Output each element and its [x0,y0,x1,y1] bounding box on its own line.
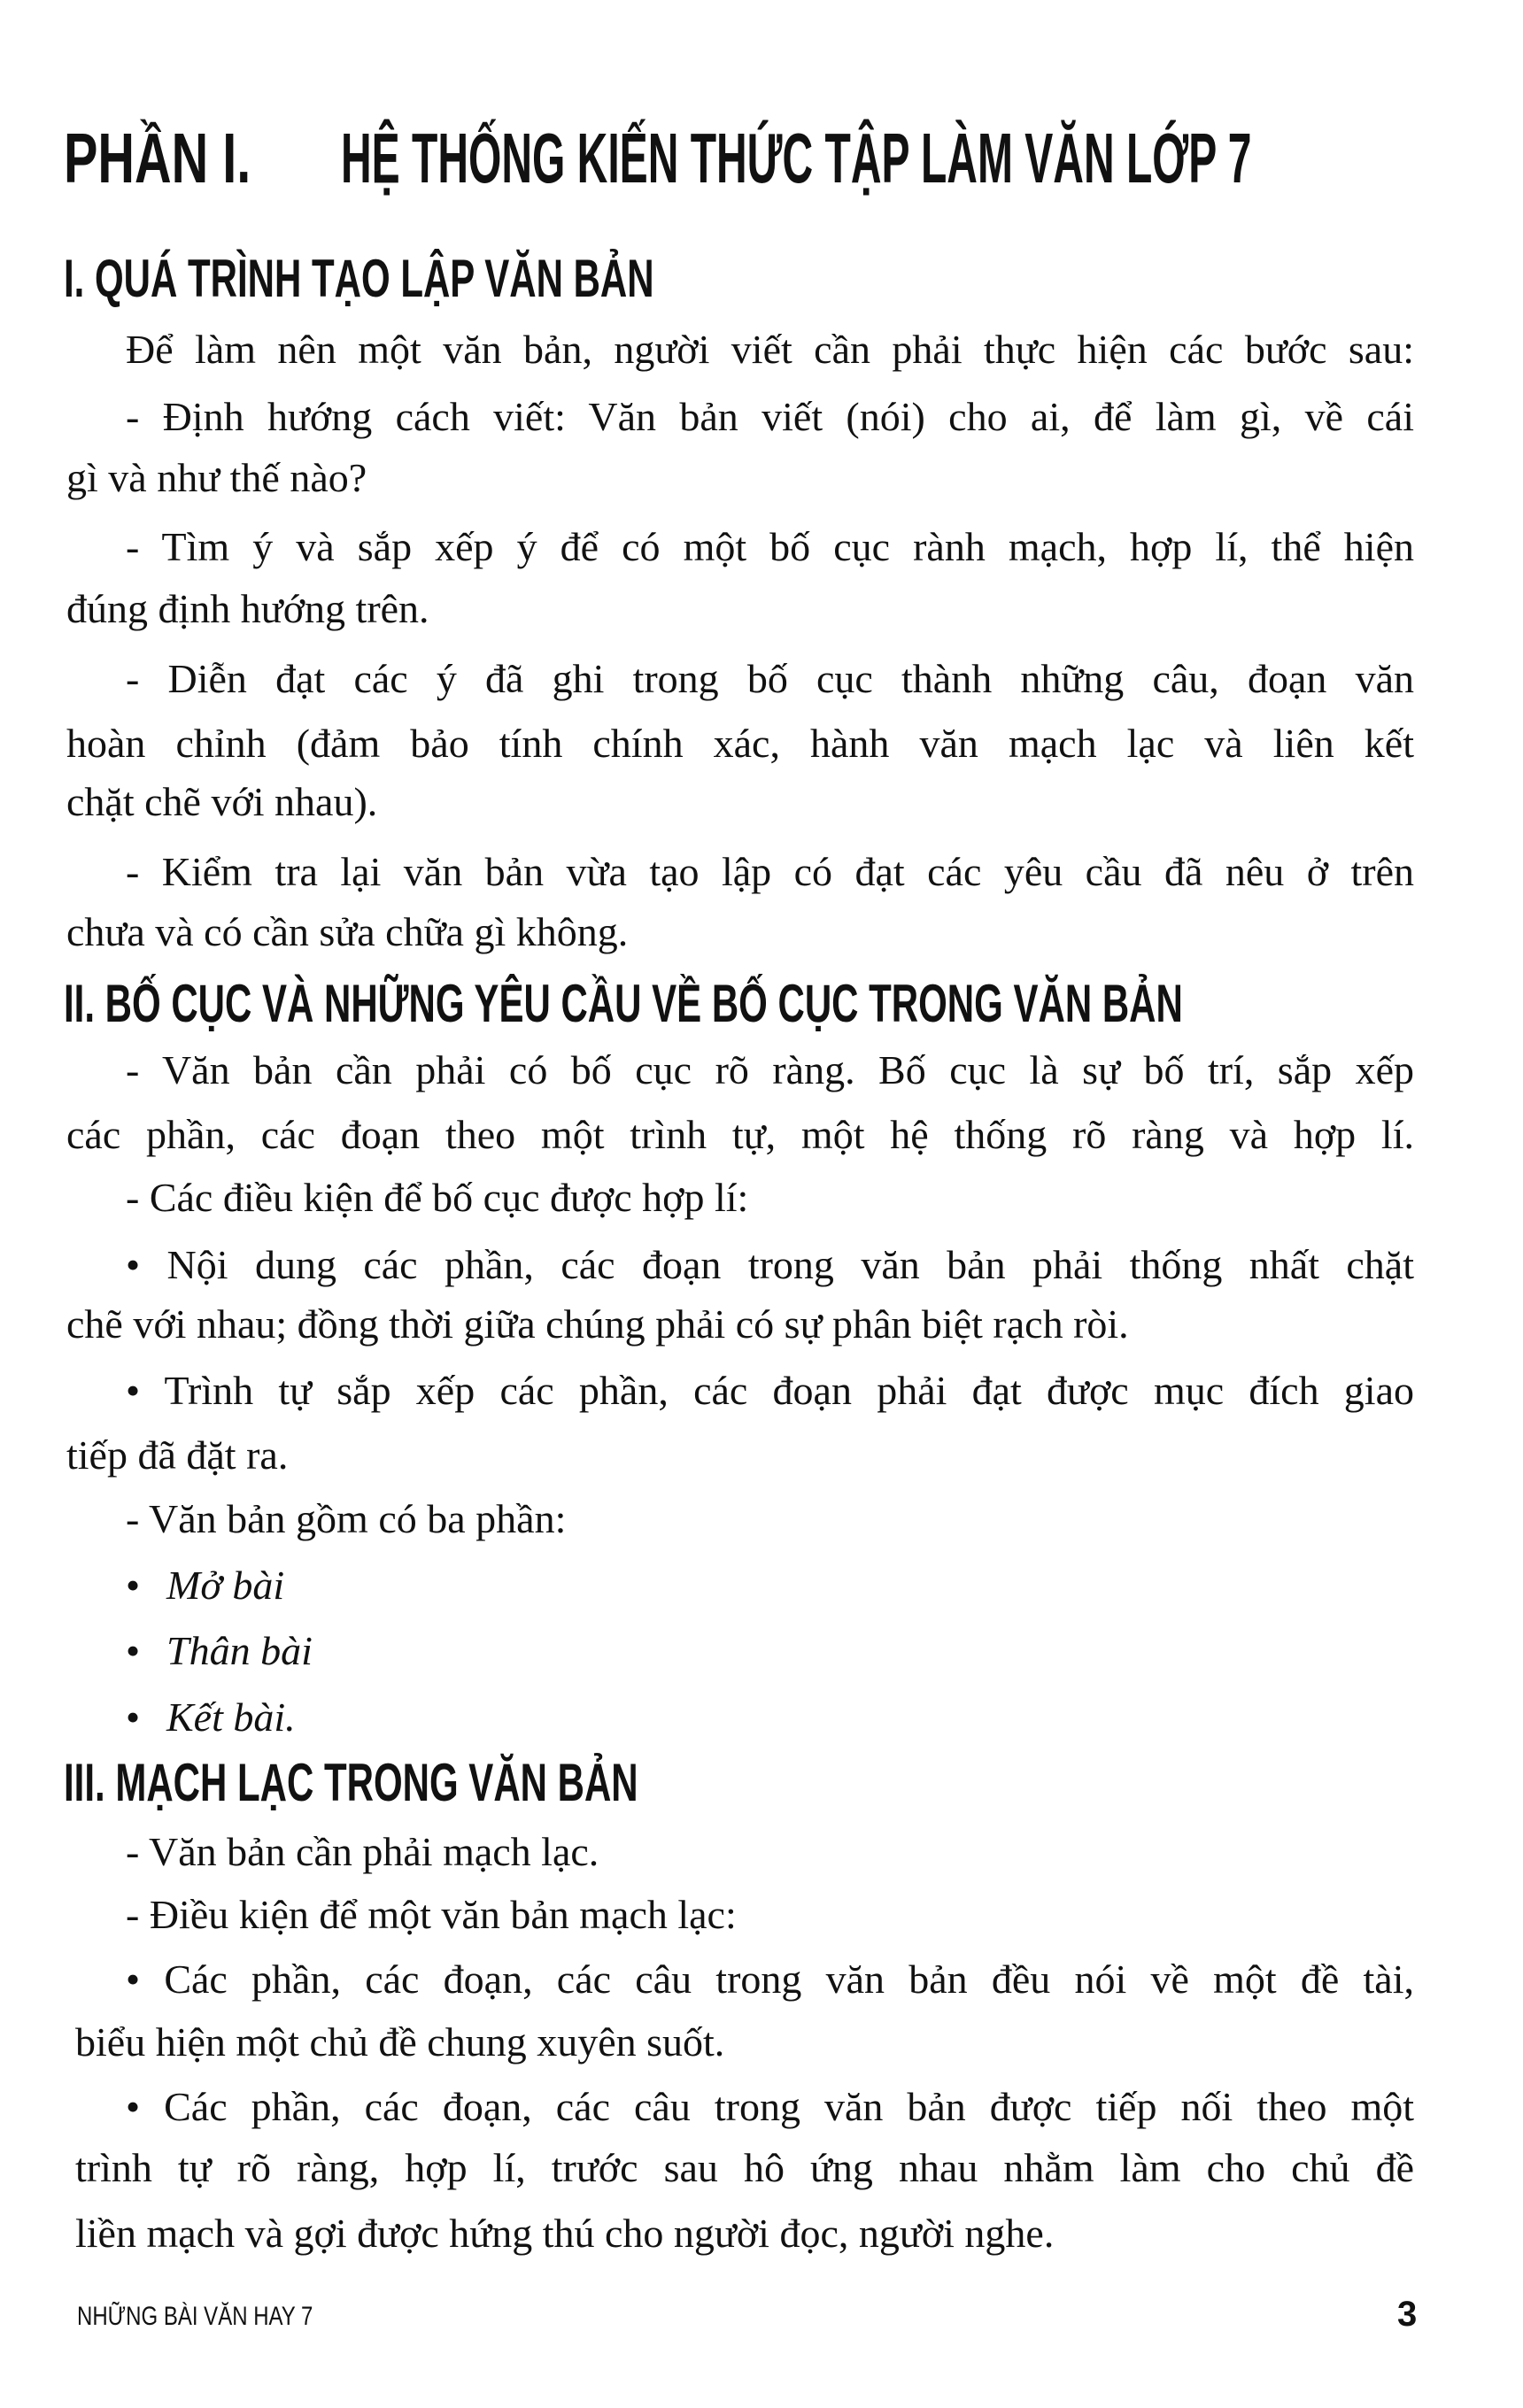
text-line: trình tự rõ ràng, hợp lí, trước sau hô ứng nhau nhằm làm cho chủ đề [75,2145,1414,2190]
text-line: - Diễn đạt các ý đã ghi trong bố cục thành những câu, đoạn văn [126,656,1414,701]
text-line: chặt chẽ với nhau). [66,779,378,824]
bullet-line [126,1694,296,1740]
part-name: Kết bài. [166,1694,296,1740]
bullet-line [126,1242,1414,1288]
bullet-line [126,2084,1414,2130]
text-line: chẽ với nhau; đồng thời giữa chúng phải có sự phân biệt rạch ròi. [66,1301,1129,1347]
bullet-icon: • [126,1368,141,1413]
page-number: 3 [1397,2295,1418,2334]
text-line: gì và như thế nào? [66,455,367,500]
text: Nội dung các phần, các đoạn trong văn bản phải thống nhất chặt [166,1242,1415,1287]
bullet-icon: • [126,1694,141,1740]
part-label: PHẦN I. [64,119,251,197]
bullet-icon: • [126,1628,141,1673]
text: Trình tự sắp xếp các phần, các đoạn phải đạt được mục đích giao [164,1368,1414,1413]
bullet-line [126,1563,284,1609]
section-heading: II. BỐ CỤC VÀ NHỮNG YÊU CẦU VỀ BỐ CỤC TRONG VĂN BẢN [64,974,1183,1033]
text-line: - Kiểm tra lại văn bản vừa tạo lập có đạt các yêu cầu đã nêu ở trên [126,849,1414,894]
text-line: biểu hiện một chủ đề chung xuyên suốt. [75,2019,725,2065]
section-heading: I. QUÁ TRÌNH TẠO LẬP VĂN BẢN [64,249,654,308]
text-line: đúng định hướng trên. [66,586,429,631]
text-line: Để làm nên một văn bản, người viết cần phải thực hiện các bước sau: [126,327,1414,372]
text-line: chưa và có cần sửa chữa gì không. [66,909,629,954]
bullet-icon: • [126,1956,141,2002]
bullet-line [126,1368,1414,1414]
text-line: - Các điều kiện để bố cục được hợp lí: [126,1175,749,1220]
text-line: tiếp đã đặt ra. [66,1432,289,1478]
page-title: HỆ THỐNG KIẾN THỨC TẬP LÀM VĂN LỚP 7 [341,119,1252,197]
part-name: Mở bài [166,1563,285,1608]
text-line: hoàn chỉnh (đảm bảo tính chính xác, hành văn mạch lạc và liên kết [66,721,1414,766]
bullet-icon: • [126,1563,141,1608]
bullet-icon: • [126,1242,141,1287]
footer-book-title: NHỮNG BÀI VĂN HAY 7 [77,2302,313,2331]
text-line: - Tìm ý và sắp xếp ý để có một bố cục rành mạch, hợp lí, thể hiện [126,524,1414,569]
text: Các phần, các đoạn, các câu trong văn bản được tiếp nối theo một [164,2084,1415,2129]
text-line: các phần, các đoạn theo một trình tự, một hệ thống rõ ràng và hợp lí. [66,1112,1414,1157]
text-line: - Văn bản gồm có ba phần: [126,1496,567,1541]
bullet-line [126,1956,1414,2003]
bullet-line [126,1628,313,1674]
part-name: Thân bài [166,1628,313,1673]
text: Các phần, các đoạn, các câu trong văn bản đều nói về một đề tài, [164,1956,1415,2002]
text-line: - Văn bản cần phải mạch lạc. [126,1829,599,1874]
text-line: liền mạch và gợi được hứng thú cho người đọc, người nghe. [75,2211,1055,2256]
text-line: - Định hướng cách viết: Văn bản viết (nói) cho ai, để làm gì, về cái [126,394,1414,439]
bullet-icon: • [126,2084,141,2129]
section-heading: III. MẠCH LẠC TRONG VĂN BẢN [64,1753,638,1812]
text-line: - Văn bản cần phải có bố cục rõ ràng. Bố cục là sự bố trí, sắp xếp [126,1047,1414,1092]
text-line: - Điều kiện để một văn bản mạch lạc: [126,1892,737,1937]
